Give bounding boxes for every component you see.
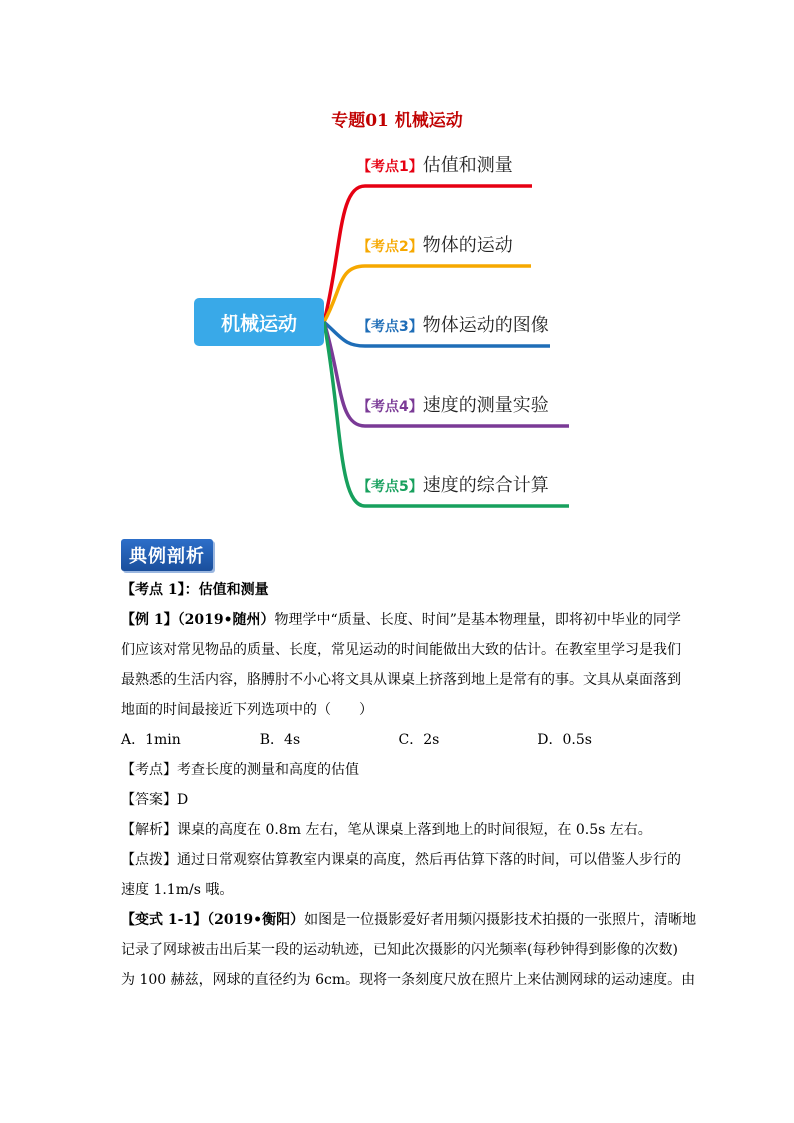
branch-label-text: 速度的综合计算 bbox=[422, 475, 549, 496]
example-line-4: 地面的时间最接近下列选项中的（ ） bbox=[121, 702, 373, 718]
variant-line-2: 记录了网球被击出后某一段的运动轨迹，已知此次摄影的闪光频率(每秒钟得到影像的次数) bbox=[121, 942, 678, 958]
variant-text: 如图是一位摄影爱好者用频闪摄影技术拍摄的一张照片，清晰地 bbox=[304, 912, 697, 928]
answer-line bbox=[121, 785, 676, 815]
tip-tag: 【点拨】 bbox=[121, 852, 177, 868]
variant-source: （2019•衡阳） bbox=[207, 912, 305, 928]
branch-label-text: 速度的测量实验 bbox=[422, 395, 549, 416]
analysis-text: 课桌的高度在 0.8m 左右，笔从课桌上落到地上的时间很短，在 0.5s 左右。 bbox=[177, 822, 652, 838]
example-text: 物理学中“质量、长度、时间”是基本物理量，即将初中毕业的同学 bbox=[274, 612, 681, 628]
section-badge: 典例剖析 bbox=[121, 539, 213, 571]
mindmap-branch-4 bbox=[357, 391, 549, 417]
analysis-line bbox=[121, 815, 676, 845]
mindmap-center-node: 机械运动 bbox=[194, 298, 324, 346]
example-line-1 bbox=[121, 605, 681, 635]
page-title: 专题01 机械运动 bbox=[331, 111, 463, 131]
branch-label-text: 物体运动的图像 bbox=[422, 315, 549, 336]
example-source: （2019•随州） bbox=[177, 612, 275, 628]
variant-tag: 【变式 1-1】 bbox=[121, 912, 208, 928]
variant-line-1 bbox=[121, 905, 697, 935]
kaodian-tag: 【考点】 bbox=[121, 762, 177, 778]
topic-heading bbox=[121, 575, 676, 605]
tip-line-1 bbox=[121, 845, 681, 875]
branch-tag: 【考点2】 bbox=[357, 239, 423, 255]
branch-label-text: 估值和测量 bbox=[422, 155, 513, 176]
option-b: B．4s bbox=[259, 732, 301, 748]
branch-label-text: 物体的运动 bbox=[422, 235, 513, 256]
kaodian-line bbox=[121, 755, 676, 785]
variant-line-3: 为 100 赫兹，网球的直径约为 6cm。现将一条刻度尺放在照片上来估测网球的运动速度。由 bbox=[121, 972, 696, 988]
branch-tag: 【考点4】 bbox=[357, 399, 423, 415]
example-line-2: 们应该对常见物品的质量、长度，常见运动的时间能做出大致的估计。在教室里学习是我们 bbox=[121, 642, 681, 658]
mindmap-branch-5 bbox=[357, 471, 549, 497]
option-a: A．1min bbox=[121, 732, 181, 748]
topic-heading-tag: 【考点 1】 bbox=[121, 582, 185, 598]
answer-options bbox=[121, 725, 676, 755]
example-line-3: 最熟悉的生活内容，胳膊肘不小心将文具从课桌上挤落到地上是常有的事。文具从桌面落到 bbox=[121, 672, 681, 688]
option-d: D．0.5s bbox=[537, 732, 592, 748]
tip-text: 通过日常观察估算教室内课桌的高度，然后再估算下落的时间，可以借鉴人步行的 bbox=[177, 852, 681, 868]
example-tag: 【例 1】 bbox=[121, 612, 178, 628]
answer-text: D bbox=[177, 792, 189, 808]
analysis-tag: 【解析】 bbox=[121, 822, 177, 838]
answer-tag: 【答案】 bbox=[121, 792, 177, 808]
branch-tag: 【考点5】 bbox=[357, 479, 423, 495]
topic-heading-text: ：估值和测量 bbox=[184, 582, 269, 598]
mindmap-connectors bbox=[0, 0, 794, 540]
content-body bbox=[121, 575, 697, 995]
branch-tag: 【考点1】 bbox=[357, 159, 423, 175]
tip-line-2: 速度 1.1m/s 哦。 bbox=[121, 882, 234, 898]
kaodian-text: 考查长度的测量和高度的估值 bbox=[177, 762, 359, 778]
mindmap-branch-3 bbox=[357, 311, 549, 337]
branch-tag: 【考点3】 bbox=[357, 319, 423, 335]
mindmap-branch-1 bbox=[357, 151, 513, 177]
option-c: C．2s bbox=[398, 732, 440, 748]
mindmap-branch-2 bbox=[357, 231, 513, 257]
